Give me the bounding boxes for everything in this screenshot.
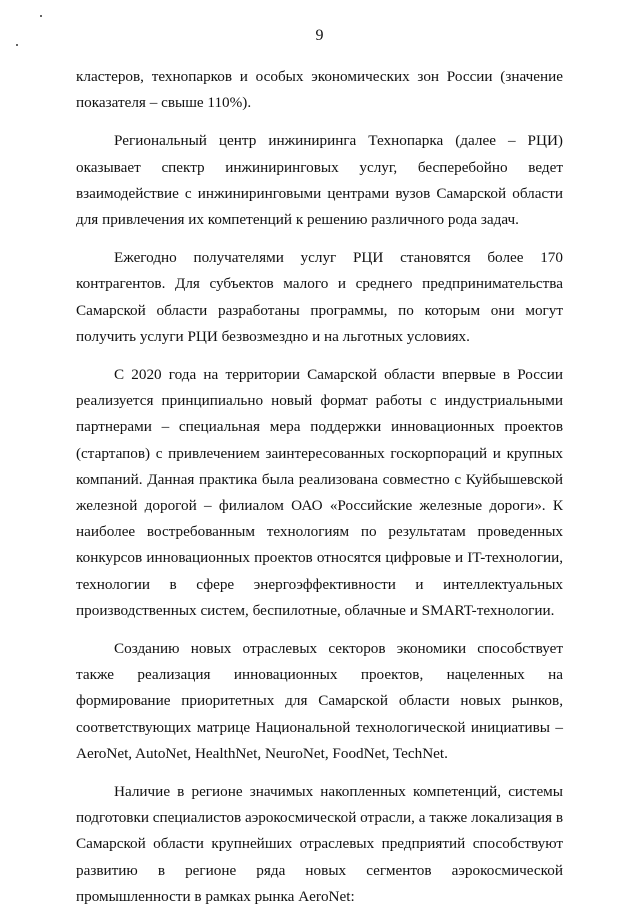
scan-speck: [40, 15, 42, 17]
paragraph-new-markets: Созданию новых отраслевых секторов экономики способствует также реализация инновационных проектов, нацеленных на формирование приоритетных для Самарской области новых рынков, соответствующих матрице Национальной технологической инициативы – AeroNet, AutoNet, HealthNet, NeuroNet, FoodNet, TechNet.: [76, 640, 563, 762]
paragraph-contractors: Ежегодно получателями услуг РЦИ становятся более 170 контрагентов. Для субъектов малого и среднего предпринимательства Самарской области разработаны программы, по которым они могут получить услуги РЦИ безвозмездно и на льготных условиях.: [76, 249, 563, 345]
paragraph-industrial-partners: С 2020 года на территории Самарской области впервые в России реализуется принципиально новый формат работы с индустриальными партнерами – специальная мера поддержки инновационных проектов (стартапов) с привлечением заинтересованных госкорпораций и крупных компаний. Данная практика была реализована совместно с Куйбышевской железной дорогой – филиалом ОАО «Российские железные дороги». К наиболее востребованным технологиям по результатам проведенных конкурсов инновационных проектов относятся цифровые и IT-технологии, технологии в сфере энергоэффективности и интеллектуальных производственных систем, беспилотные, облачные и SMART-технологии.: [76, 366, 563, 619]
page-number: 9: [315, 27, 324, 44]
document-body: [76, 64, 563, 910]
paragraph-aeronet: Наличие в регионе значимых накопленных компетенций, системы подготовки специалистов аэрокосмической отрасли, а также локализация в Самарской области крупнейших отраслевых предприятий способствуют развитию в регионе ряда новых сегментов аэрокосмической промышленности в рамках рынка AeroNet:: [76, 783, 563, 905]
paragraph-engineering-center: Региональный центр инжиниринга Технопарка (далее – РЦИ) оказывает спектр инжиниринговых услуг, бесперебойно ведет взаимодействие с инжиниринговыми центрами вузов Самарской области для привлечения их компетенций к решению различного рода задач.: [76, 132, 563, 229]
paragraph-continuation: кластеров, технопарков и особых экономических зон России (значение показателя – свыше 110%).: [76, 68, 563, 112]
